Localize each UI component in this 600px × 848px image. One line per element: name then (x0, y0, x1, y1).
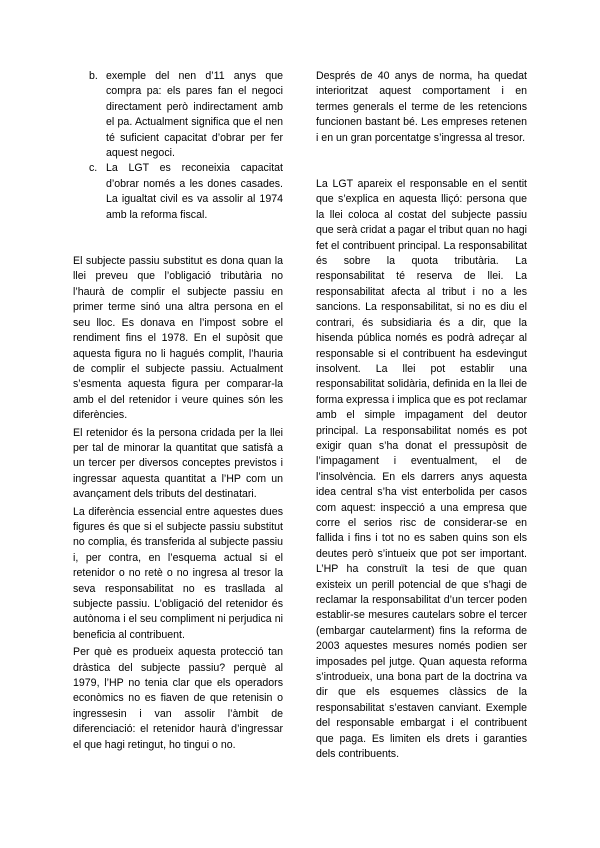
paragraph-retencions: Després de 40 anys de norma, ha quedat interioritzat aquest comportament i en termes generals el terme de les retencions funcionen bastant bé. Les empreses retenen i en un gran porcentatge s’ingressa al tresor. (316, 70, 527, 144)
list-marker: b. (89, 70, 98, 82)
lettered-list (73, 69, 283, 223)
list-item-b (89, 69, 283, 161)
list-marker: c. (89, 162, 98, 175)
paragraph-retenidor: El retenidor és la persona cridada per la llei per tal de minorar la quantitat que satisfà a un tercer per diversos conceptes previstos i ingressar aquesta quantitat a l’HP com un avançament dels tributs del destinatari. (73, 426, 283, 501)
list-item-text: La LGT es reconeixia capacitat d’obrar només a les dones casades. La igualtat civil es va assolir al 1974 amb la reforma fiscal. (106, 162, 283, 221)
paragraph-substitut: El subjecte passiu substitut es dona quan la llei preveu que l’obligació tributària no l’haurà de complir el subjecte passiu en primer terme sinó una altra persona en el seu lloc. Es donava en l’impost sobre el rendiment fins el 1978. En el supòsit que aquesta figura no li hagués complit, l’hauria de complir el subjecte passiu. Actualment s’esmenta aquesta figura per comparar-la amb el del retenidor i veure quines són les diferències. (73, 255, 283, 422)
list-item-c (89, 161, 283, 223)
right-column (316, 69, 527, 762)
list-item-text: exemple del nen d’11 anys que compra pa: els pares fan el negoci directament però indirectament amb el pa. Actualment significa que el nen té suficient capacitat d’obrar per fer aquest negoci. (106, 70, 283, 160)
paragraph-diferencia: La diferència essencial entre aquestes dues figures és que si el subjecte passiu substitut no complia, és transferida al subjecte passiu i, per contra, en l’esquema actual si el retenidor o no retè o no ingresa al tresor la seva responsabilitat no es trasllada al subjecte passiu. L’obligació del retenidor és autònoma i el seu compliment ni perjudica ni beneficia al contribuent. (73, 505, 283, 641)
left-column (73, 69, 283, 753)
paragraph-proteccio: Per què es produeix aquesta protecció tan dràstica del subjecte passiu? perquè al 1979, l’HP no tenia clar que els operadors econòmics no es fiaven de que retenisin o ingressesin i van assolir l’àmbit de diferenciació: el retenidor haurà d’ingressar el que hagi retingut, ho tingui o no. (73, 646, 283, 751)
paragraph-responsable: La LGT apareix el responsable en el sentit que s’explica en aquesta lliçó: persona que la llei coloca al costat del subjecte passiu que serà cridat a pagar el tribut quan no hagi fet el contribuent principal. La responsabilitat és sobre la quota tributària. La responsabilitat té reserva de llei. La responsabilitat afecta al tribut i no a les sancions. La responsabilitat, si no es diu el contrari, és subsidiaria és a dir, que la hisenda pública només es podrà adreçar al responsable si el contribuent ha esdevingut insolvent. La llei pot establir una responsabilitat solidària, definida en la llei de forma expressa i implica que es pot reclamar amb el simple impagament del deutor principal. La responsabilitat només es pot exigir quan s’ha donat el pressupòsit de l’impagament i eventualment, el de l’insolvència. En els darrers anys aquesta idea central s’ha vist enterbolida per casos com aquest: inspecció a una empresa que corre el serios risc de considerar-se en fallida i fins i tot no es saben quins son els deutes però s’intueix que pot ser important. L’HP ha construït la tesi de que quan existeix un perill potencial de que s’hagi de reclamar la responsabilitat d’un tercer poden establir-se mesures cautelars sobre el tercer (embargar cautelarment) fins la reforma de 2003 aquestes mesures només podien ser imposades pel jutge. Quan aquesta reforma s’introdueix, una bona part de la doctrina va dir que els esquemes clàssics de la responsabilitat s’estaven canviant. Exemple del responsable embargat i el contribuent que paga. Es limiten els drets i garanties dels contribuents. (316, 178, 527, 761)
